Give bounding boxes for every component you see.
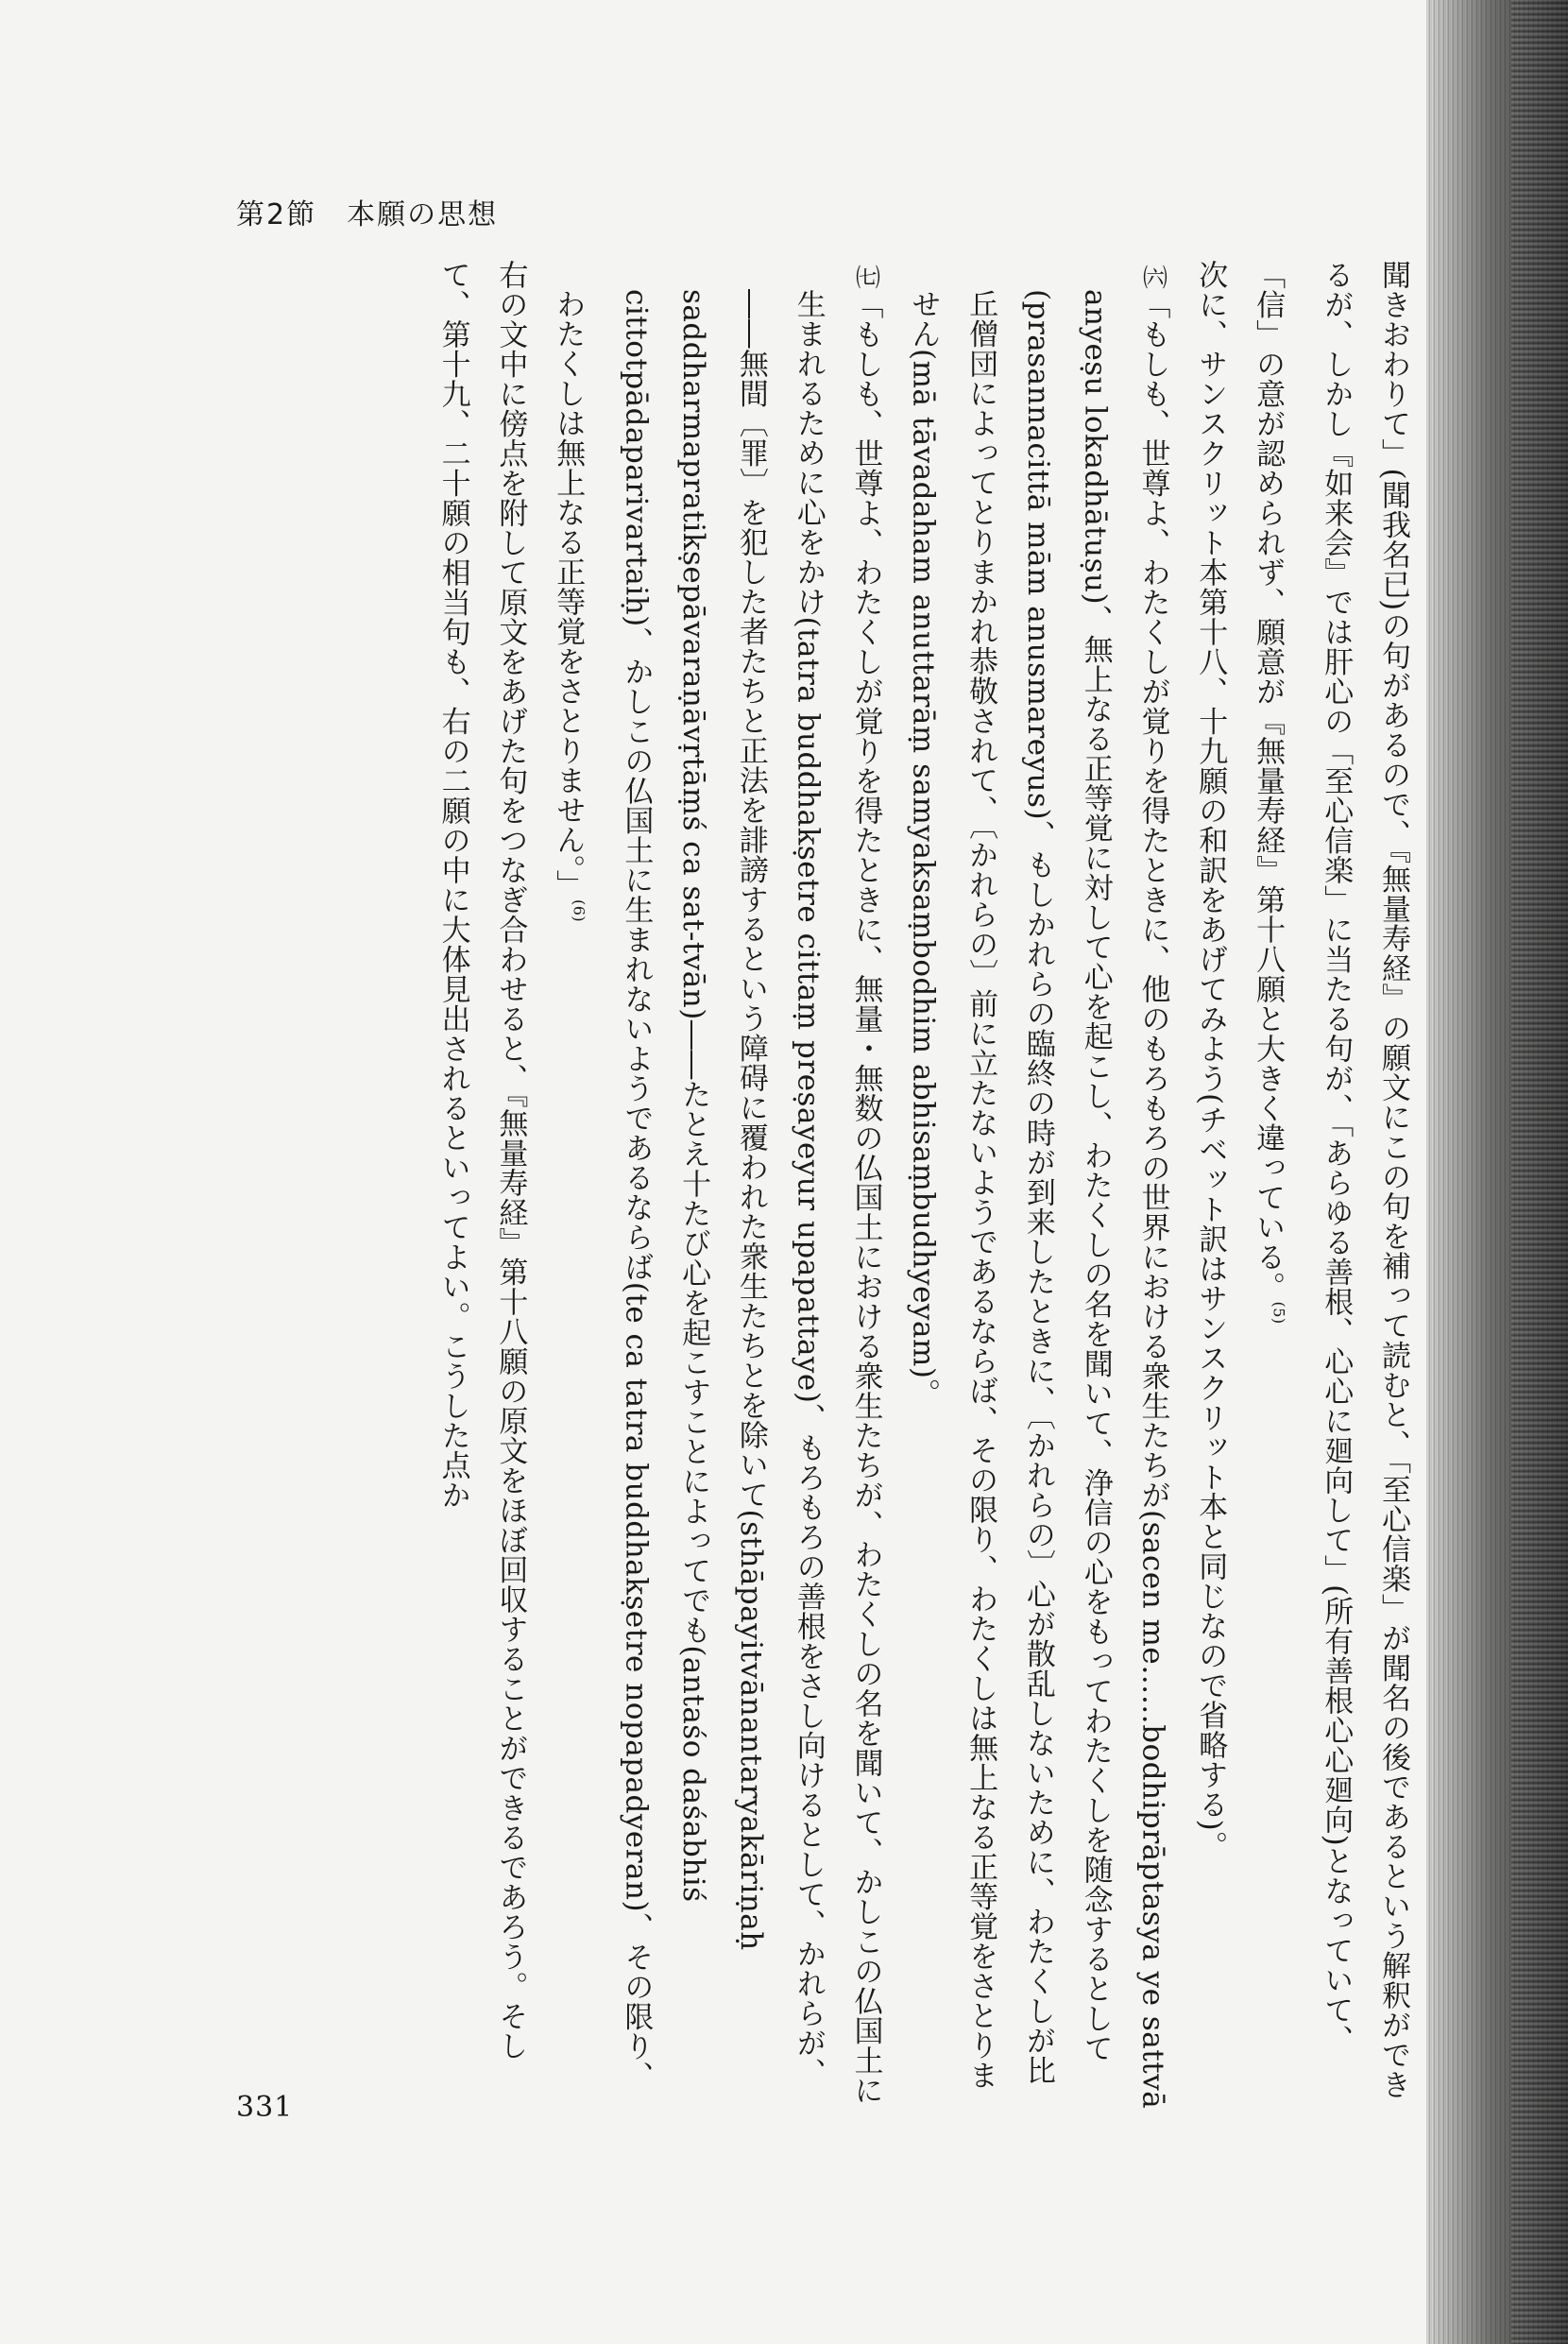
quote-number-6: ㈥ <box>1138 265 1167 290</box>
line-3: 有善根心心廻向)となっていて、「信」の意が認められず、願意が『無量寿経』第十八願と大きく違っている。 <box>1251 260 1354 2055</box>
page-edge-texture <box>1511 0 1568 2344</box>
paragraph-3: 右の文中に傍点を附して原文をあげた句をつなぎ合わせると、『無量寿経』第十八願の原文をほぼ回収することができるであろう。そして、第十九、二十願の相当句も、右の二願の中に大体見出されるといってよい。こうした点か <box>435 260 528 2061</box>
footnote-ref-6: (6) <box>570 899 588 923</box>
quote-19: ㈦「もしも、世尊よ、わたくしが覚りを得たときに、無量・無数の仏国土における衆生たちが、わたくしの名を聞いて、かしこの仏国土に生まれるために心をかけ(tatra buddhakṣetre cittaṃ preṣayeyur upapattaye)、もろもろの善根をさし向けるとして、かれらが、――無間〔罪〕を犯した者たちと正法を誹謗するという障碍に覆われた衆生たちとを除いて(sthāpayitvānantaryakāriṇaḥ saddharmapratikṣepāvaraṇāvṛtāṃś ca sat-tvān)――たとえ十たび心を起こすことによってでも(antaśo daśabhiś cittotpādaparivartaiḥ)、かしこの仏国土に生まれないようであるならば(te ca tatra buddhakṣetre nopapadyeran)、その限り、わたくしは無上なる正等覚をさとりません。」$^{(6)}$ <box>538 260 894 2112</box>
paragraph-1: 聞きおわりて」(聞我名已)の句があるので、『無量寿経』の願文にこの句を補って読むと、「至心信楽」が聞名の後であるという解釈ができるが、しかし『如来会』では肝心の「至心信楽」に当たる句が、「あらゆる善根、心心に廻向して」(所有善根心心廻向)となっていて、「信」の意が認められず、願意が『無量寿経』第十八願と大きく違っている。$^{(5)}$ <box>1251 260 1410 2100</box>
paragraph-2: 次に、サンスクリット本第十八、十九願の和訳をあげてみよう(チベット訳はサンスクリット本と同じなので省略する)。 <box>1193 260 1228 1861</box>
quote-18: ㈥「もしも、世尊よ、わたくしが覚りを得たときに、他のもろもろの世界における衆生たちが(sacen me……bodhiprāptasya ye sattvā anyeṣu lokadhātuṣu)、無上なる正等覚に対して心を起こし、わたくしの名を聞いて、浄信の心をもってわたくしを随念するとして(prasannacittā mām anusmareyus)、もしかれらの臨終の時が到来したときに、〔かれらの〕心が散乱しないために、わたくしが比丘僧団によってとりまかれ恭敬されて、〔かれらの〕前に立たないようであるならば、その限り、わたくしは無上なる正等覚をさとりません(mā tāvadaham anuttarāṃ samyaksaṃbodhim abhisaṃbudhyeyam)。 <box>895 260 1182 2112</box>
page-number: 331 <box>236 2091 294 2124</box>
body-text <box>236 260 1422 2112</box>
footnote-ref-5: (5) <box>1270 1301 1288 1325</box>
running-header: 第2節 本願の思想 <box>236 198 499 231</box>
quote-number-7: ㈦ <box>851 265 880 290</box>
